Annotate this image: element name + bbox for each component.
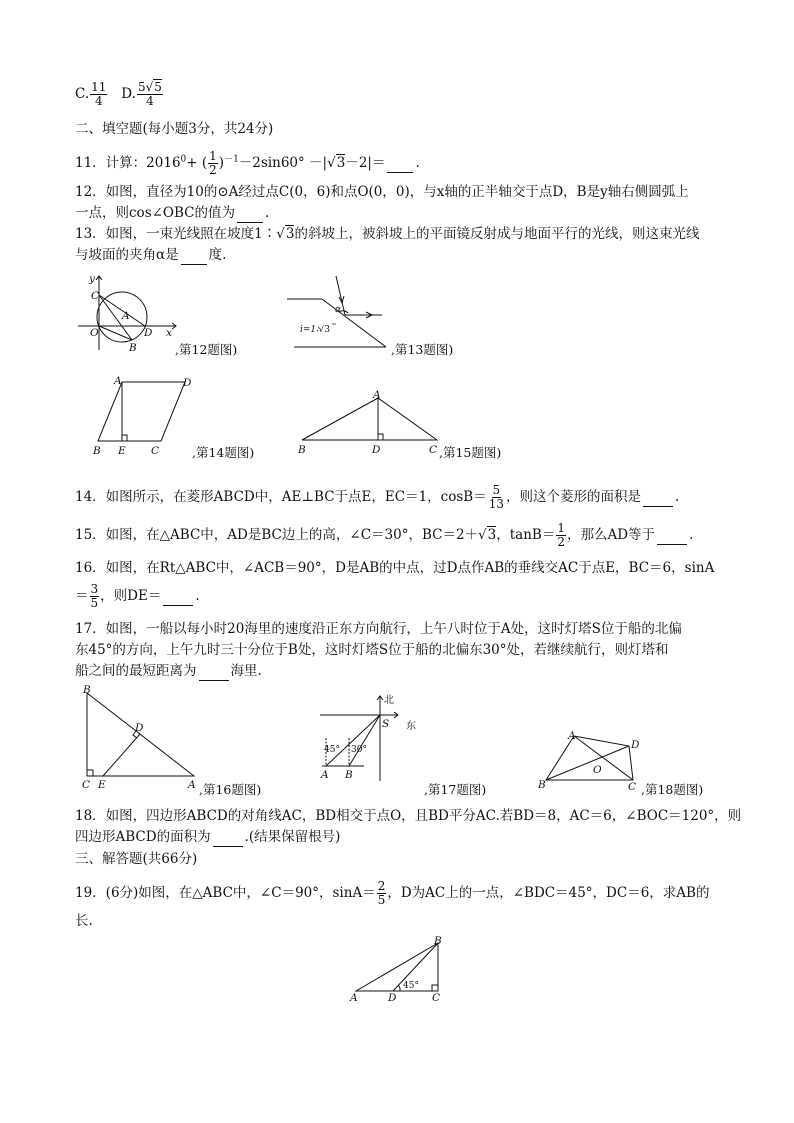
label-b: B (93, 445, 101, 457)
sight-line-a (326, 715, 380, 766)
question-16-line-1: 16．如图，在Rt△ABC中，∠ACB＝90°，D是AB的中点，过D点作AB的垂线交AC于点E，BC＝6，sinA (75, 560, 715, 576)
label-a: A (568, 730, 576, 742)
label-alpha: α (335, 305, 342, 315)
label-b: B (129, 342, 137, 354)
label-c: C (432, 992, 441, 1004)
label-e: E (98, 779, 106, 791)
answer-blank-14[interactable] (643, 488, 673, 507)
answer-blank-15[interactable] (657, 526, 687, 545)
label-s: S (382, 718, 390, 730)
question-12-line-1: 12．如图，直径为10的⊙A经过点C(0，6)和点O(0，0)，与x轴的正半轴交于点D，B是y轴右侧圆弧上 (75, 184, 689, 200)
figure-14 (88, 372, 198, 460)
label-c: C (91, 290, 100, 302)
question-17-line-1: 17．如图，一船以每小时20海里的速度沿正东方向航行，上午八时位于A处，这时灯塔S位于船的北偏 (75, 621, 682, 637)
label-d: D (144, 327, 153, 339)
slope-label: i=1∶√3 (300, 325, 330, 335)
rhombus-abcd (98, 382, 185, 441)
label-d: D (631, 739, 640, 751)
question-12-line-2: 一点，则cos∠OBC的值为 . (75, 205, 270, 221)
label-a: A (122, 310, 130, 322)
answer-blank-13[interactable] (181, 246, 207, 265)
label-a: A (373, 389, 381, 401)
label-a: A (188, 779, 196, 791)
angle-45-arc (398, 985, 400, 991)
label-c: C (151, 445, 160, 457)
question-19: 19．(6分)如图，在△ABC中，∠C＝90°，sinA＝ $\frac{2}{5}$ ，D为AC上的一点，∠BDC＝45°，DC＝6，求AB的 (75, 879, 710, 907)
label-d: D (372, 444, 381, 456)
section-2-heading: 二、填空题(每小题3分，共24分) (75, 121, 274, 137)
option-line (75, 81, 164, 108)
label-b: B (345, 769, 353, 781)
answer-blank-18[interactable] (213, 828, 243, 847)
figure-19 (346, 932, 450, 1004)
question-17-line-2: 东45°的方向，上午九时三十分位于B处，这时灯塔S位于船的北偏东30°处，若继续航行，则灯塔和 (75, 642, 669, 658)
label-o: O (90, 327, 99, 339)
label-x: x (166, 327, 172, 339)
option-c-label: C. (75, 86, 90, 102)
figure-12 (76, 272, 180, 356)
label-north: 北 (384, 695, 394, 706)
label-east: 东 (406, 721, 416, 732)
diagonal-bd (546, 746, 629, 780)
figure-13 (284, 272, 392, 354)
label-b: B (538, 779, 546, 791)
answer-blank-17[interactable] (199, 662, 229, 681)
label-b: B (434, 935, 442, 947)
label-b: B (83, 684, 91, 696)
question-18-line-2: 四边形ABCD的面积为 .(结果保留根号) (75, 829, 341, 845)
question-16-line-2: ＝ $\frac{3}{5}$ ，则DE＝ . (75, 582, 200, 610)
question-13-line-1: 13．如图，一束光线照在坡度1∶√3的斜坡上，被斜坡上的平面镜反射成与地面平行的光线，则这束光线 (75, 226, 700, 242)
section-3-heading: 三、解答题(共66分) (75, 851, 198, 867)
label-d: D (183, 377, 192, 389)
question-11: 11．计算：$2016^0+$ ( $\frac{1}{2}$ )$^{-1}$－2sin60° －|√3－2|＝ . (75, 149, 420, 177)
right-angle-mark-c (87, 770, 93, 776)
right-angle-mark (432, 985, 438, 991)
triangle-abc (87, 693, 194, 776)
figure-16 (78, 683, 204, 795)
right-angle-mark (378, 434, 383, 440)
label-a: A (350, 992, 358, 1004)
answer-blank-11[interactable] (387, 154, 413, 173)
caption-18: ,第18题图) (641, 782, 704, 797)
caption-17: ,第17题图) (424, 782, 487, 797)
option-d-label: D. (121, 86, 136, 102)
label-45: 45° (324, 745, 340, 755)
diagonal-ac (574, 736, 633, 780)
triangle-abc (302, 398, 437, 440)
quadrilateral-abcd (546, 736, 633, 780)
question-13-line-2: 与坡面的夹角α是 度. (75, 247, 227, 263)
label-c: C (82, 779, 91, 791)
label-d: D (135, 722, 144, 734)
question-18-line-1: 18．如图，四边形ABCD的对角线AC，BD相交于点O，且BD平分AC.若BD＝8，AC＝6，∠BOC＝120°，则 (75, 808, 742, 824)
caption-16: ,第16题图) (199, 782, 262, 797)
label-a: A (321, 769, 329, 781)
perpendicular-de (103, 734, 140, 776)
right-angle-mark (122, 435, 127, 441)
answer-blank-12[interactable] (237, 204, 263, 223)
label-45: 45° (403, 981, 419, 991)
caption-14: ,第14题图) (192, 445, 255, 460)
figure-15 (296, 387, 446, 463)
label-c: C (429, 444, 438, 456)
answer-blank-16[interactable] (163, 587, 193, 606)
label-c: C (628, 781, 637, 793)
label-y: y (89, 273, 95, 285)
label-d: D (388, 992, 397, 1004)
triangle-abc (356, 943, 438, 991)
label-30: 30° (351, 745, 367, 755)
label-o: O (593, 764, 602, 776)
label-a: A (114, 375, 122, 387)
question-17-line-3: 船之间的最短距离为 海里. (75, 663, 262, 679)
question-14: 14．如图所示，在菱形ABCD中，AE⊥BC于点E，EC＝1，cosB＝ $\frac{5}{13}$ ，则这个菱形的面积是 . (75, 483, 680, 511)
slope (322, 299, 386, 347)
question-19-line-2: 长. (75, 913, 93, 929)
label-b: B (298, 444, 306, 456)
caption-12: ,第12题图) (175, 342, 238, 357)
label-e: E (118, 445, 126, 457)
option-c-fraction: $\frac{11}{4}$ (91, 80, 107, 108)
question-15: 15．如图，在△ABC中，AD是BC边上的高，∠C＝30°，BC＝2＋√3，tanB＝ $\frac{1}{2}$ ，那么AD等于 . (75, 521, 694, 549)
caption-15: ,第15题图) (439, 445, 502, 460)
option-d-fraction: $\frac{5√5}{4}$ (137, 80, 162, 108)
figure-17 (312, 693, 424, 787)
caption-13: ,第13题图) (391, 342, 454, 357)
